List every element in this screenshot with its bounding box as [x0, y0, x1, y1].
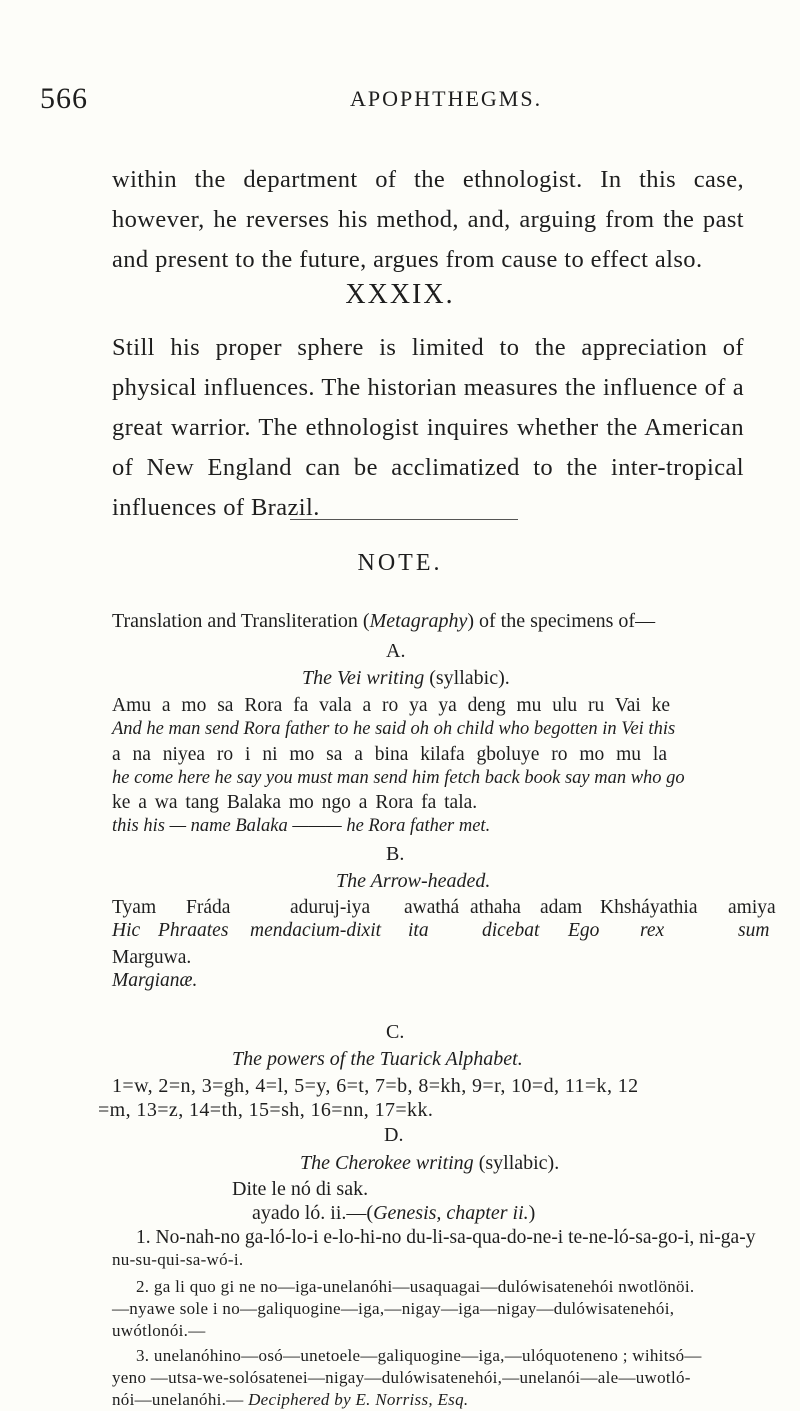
- cherokee-line-2-italic: Genesis, chapter ii.: [373, 1202, 529, 1224]
- cherokee-verse-1b: nu-su-qui-sa-wó-i.: [112, 1250, 244, 1269]
- arrow-translation-end: Margianæ.: [112, 970, 198, 991]
- vei-original-line-2: a na niyea ro i ni mo sa a bina kilafa gboluye ro mo mu la: [112, 744, 667, 765]
- note-intro: [112, 610, 655, 632]
- arrow-original-word: Tyam: [112, 897, 157, 918]
- note-heading: NOTE.: [357, 550, 443, 576]
- cherokee-line-2-prefix: ayado ló. ii.—(: [252, 1202, 374, 1224]
- section-a-title-plain: (syllabic).: [424, 667, 510, 689]
- vei-original-line-1: Amu a mo sa Rora fa vala a ro ya ya deng mu ulu ru Vai ke: [112, 695, 671, 716]
- section-d-title-plain: (syllabic).: [473, 1152, 560, 1174]
- arrow-original-word: awathá: [404, 897, 460, 918]
- arrow-translation-word: Hic: [112, 920, 141, 941]
- arrow-original-word: amiya: [728, 897, 776, 918]
- arrow-translation-word: sum: [738, 920, 770, 941]
- cherokee-verse-3c: [112, 1389, 468, 1411]
- arrow-original-word: Fráda: [186, 897, 231, 918]
- cherokee-line-2: [252, 1202, 535, 1224]
- arrow-original-line: [0, 897, 800, 921]
- section-number: XXXIX.: [345, 279, 455, 310]
- running-head: [40, 82, 760, 122]
- cherokee-verse-2b: —nyawe sole i no—galiquogine—iga,—nigay—iga—nigay—dulówisatenehói,: [112, 1299, 675, 1318]
- cherokee-verse-3c-plain: nói—unelanóhi.—: [112, 1390, 249, 1409]
- section-b-letter: B.: [386, 843, 405, 865]
- note-intro-term: Metagraphy: [369, 610, 468, 632]
- arrow-original-end: Marguwa.: [112, 947, 192, 968]
- divider-rule: [290, 519, 518, 520]
- note-intro-suffix: ) of the specimens of—: [467, 610, 656, 632]
- arrow-original-word: athaha: [470, 897, 521, 918]
- arrow-translation-word: ita: [408, 920, 429, 941]
- arrow-translation-word: rex: [640, 920, 665, 941]
- section-c-title: The powers of the Tuarick Alphabet.: [232, 1048, 523, 1070]
- section-d-title: [300, 1152, 559, 1174]
- cherokee-line-2-suffix: ): [528, 1202, 536, 1224]
- arrow-original-word: aduruj-iya: [290, 897, 371, 918]
- arrow-translation-word: Phraates: [158, 920, 229, 941]
- vei-translation-line-1: And he man send Rora father to he said oh oh child who begotten in Vei this: [112, 719, 676, 739]
- arrow-translation-word: mendacium-dixit: [250, 920, 382, 941]
- cherokee-line-1: Dite le nó di sak.: [232, 1178, 369, 1200]
- arrow-translation-word: Ego: [568, 920, 600, 941]
- page-number: 566: [40, 82, 88, 115]
- arrow-translation-word: dicebat: [482, 920, 540, 941]
- cherokee-verse-2c: uwótlonói.—: [112, 1321, 206, 1340]
- paragraph-continuation: within the department of the ethnologist. In this case, however, he reverses his method, and, arguing from the past and present to the future, argues from cause to effect also.: [112, 166, 744, 273]
- running-title: APOPHTHEGMS.: [350, 86, 543, 111]
- vei-translation-line-2: he come here he say you must man send him fetch back book say man who go: [112, 768, 685, 788]
- section-d-letter: D.: [384, 1124, 404, 1146]
- arrow-original-word: adam: [540, 897, 583, 918]
- cherokee-verse-3b: yeno —utsa-we-solósatenei—nigay—dulówisatenehói,—unelanói—ale—uwotló-: [112, 1368, 691, 1387]
- vei-original-line-3: ke a wa tang Balaka mo ngo a Rora fa tala.: [112, 792, 478, 813]
- cherokee-verse-1a: 1. No-nah-no ga-ló-lo-i e-lo-hi-no du-li-sa-qua-do-ne-i te-ne-ló-sa-go-i, ni-ga-y: [136, 1227, 756, 1248]
- section-a-title: [302, 667, 510, 689]
- vei-translation-line-3: this his — name Balaka ——— he Rora father met.: [112, 816, 491, 836]
- cherokee-verse-2a: 2. ga li quo gi ne no—iga-unelanóhi—usaquagai—dulówisatenehói nwotlönöi.: [136, 1277, 695, 1296]
- decipherer-credit: Deciphered by E. Norriss, Esq.: [248, 1390, 469, 1409]
- section-b-title: The Arrow-headed.: [336, 870, 491, 892]
- tuarick-line-1: 1=w, 2=n, 3=gh, 4=l, 5=y, 6=t, 7=b, 8=kh, 9=r, 10=d, 11=k, 12: [112, 1075, 639, 1097]
- tuarick-line-2: =m, 13=z, 14=th, 15=sh, 16=nn, 17=kk.: [98, 1099, 434, 1121]
- section-c-letter: C.: [386, 1021, 405, 1043]
- section-a-letter: A.: [386, 640, 406, 662]
- arrow-translation-line: [0, 920, 800, 944]
- paragraph-xxxix: Still his proper sphere is limited to the appreciation of physical influences. The historian measures the influence of a great warrior. The ethnologist inquires whether the American of New England can be acclimatized to the inter-tropical influences of Brazil.: [112, 334, 744, 521]
- section-d-title-italic: The Cherokee writing: [300, 1152, 474, 1174]
- cherokee-verse-3a: 3. unelanóhino—osó—unetoele—galiquogine—iga,—ulóquoteneno ; wihitsó—: [136, 1346, 702, 1365]
- arrow-original-word: Khsháyathia: [600, 897, 698, 918]
- note-intro-prefix: Translation and Transliteration (: [112, 610, 370, 632]
- section-a-title-italic: The Vei writing: [302, 667, 425, 689]
